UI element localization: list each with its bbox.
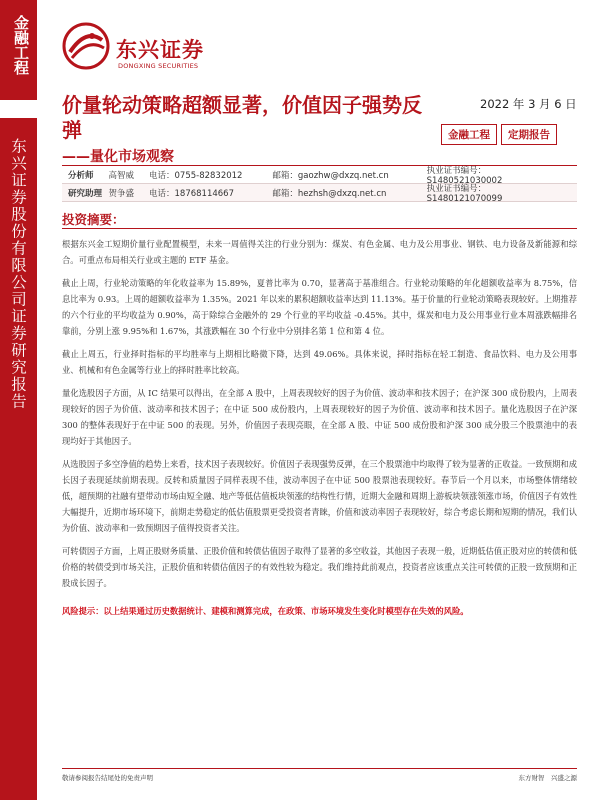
- abstract-body: [62, 236, 577, 626]
- contact-role: 分析师: [68, 170, 94, 181]
- tag-category: 金融工程: [441, 124, 497, 145]
- contact-phone: 电话：18768114667: [149, 188, 234, 199]
- logo-cn: 东兴证券: [116, 38, 204, 62]
- report-date: 2022 年 3 月 6 日: [480, 97, 577, 111]
- footer-disclaimer: 敬请参阅报告结尾处的免责声明: [62, 774, 153, 782]
- risk-warning: 风险提示：以上结果通过历史数据统计、建模和测算完成，在政策、市场环境发生变化时模型存在失效的风险。: [62, 606, 469, 616]
- abstract-heading: 投资摘要：: [62, 212, 125, 227]
- abstract-paragraph: 截止上周五，行业择时指标的平均胜率与上期相比略微下降，达到 49.06%。具体来说，择时指标在轻工制造、食品饮料、电力及公用事业、机械和有色金属等行业上的择时胜率比较高。: [62, 349, 577, 375]
- contact-name: 高智威: [108, 170, 135, 181]
- abstract-paragraph: 量化选股因子方面，从 IC 结果可以得出，在全部 A 股中，上周表现较好的因子为价值、波动率和技术因子；在沪深 300 成份股内，上周表现较好的因子为价值、波动率和技术因子；在中证 500 成份股内，上周表现较好的因子为价值、波动率和技术因子。量化选股因子在沪深 300 的整体表现好于在中证 500 的表现。另外，价值因子表现亮眼，在全部 A 股、中证 500 成份股和沪深 300 成分股三个股票池中的表现均好于其他因子。: [62, 388, 577, 446]
- footer-slogan: 东方财智 兴盛之源: [518, 774, 577, 782]
- sidebar-company: 东兴证券股份有限公司证券研究报告: [9, 138, 27, 410]
- abstract-paragraph: 截止上周，行业轮动策略的年化收益率为 15.89%，夏普比率为 0.70，显著高于基准组合。行业轮动策略的年化超额收益率为 8.75%，信息比率为 0.93。上周的超额收益率为 1.35%。2021 年以来的累积超额收益率达到 11.13%。基于价量的行业轮动策略表现较好。上期推荐的六个行业的平均收益为 0.90%，高于除综合金融外的 29 个行业的平均收益 -0.45%。其中，煤炭和电力及公用事业行业本周涨跌幅排名靠前，分别上涨 9.95%和 1.67%，其涨跌幅在 30 个行业中分别排名第 1 位和第 4 位。: [62, 278, 577, 336]
- sidebar: [0, 0, 37, 800]
- contact-table: [62, 165, 577, 202]
- contact-cert: 执业证书编号：S1480521030002: [426, 165, 503, 186]
- contact-email[interactable]: 邮箱：hezhsh@dxzq.net.cn: [272, 188, 387, 199]
- sidebar-company-band: [0, 118, 37, 800]
- sidebar-category-band: [0, 0, 37, 100]
- contact-email[interactable]: 邮箱：gaozhw@dxzq.net.cn: [272, 170, 389, 181]
- sidebar-category: 金融工程: [12, 15, 30, 75]
- abstract-paragraph: 可转债因子方面，上周正股财务质量、正股价值和转债估值因子取得了显著的多空收益，其他因子表现一般，近期低估值正股对应的转债和低价格的转债受到市场关注，正股价值和转债估值因子的有效性较为稳定。我们维持此前观点，投资者应该重点关注可转债的正股一致预期和正股成长因子。: [62, 546, 577, 588]
- contact-cert: 执业证书编号：S1480121070099: [426, 183, 503, 204]
- report-tags: [441, 124, 557, 145]
- logo-en: DONGXING SECURITIES: [118, 62, 199, 70]
- contact-name: 贺争盛: [108, 188, 135, 199]
- contact-role: 研究助理: [68, 188, 103, 199]
- logo-emblem-icon: [62, 22, 110, 70]
- report-subtitle: ——量化市场观察: [62, 149, 174, 165]
- report-title: 价量轮动策略超额显著，价值因子强势反弹: [62, 93, 422, 142]
- contact-row-assistant: [62, 184, 577, 202]
- company-logo: [62, 22, 242, 72]
- tag-type: 定期报告: [501, 124, 557, 145]
- abstract-paragraph: 根据东兴金工短期价量行业配置模型，未来一周值得关注的行业分别为：煤炭、有色金属、电力及公用事业、钢铁、电力设备及新能源和综合。可重点布局相关行业或主题的 ETF 基金。: [62, 239, 577, 265]
- abstract-paragraph: 从选股因子多空净值的趋势上来看，技术因子表现较好。价值因子表现强势反弹，在三个股票池中均取得了较为显著的正收益。一致预期和成长因子表现延续前期表现。反转和质量因子同样表现不佳，波动率因子在中证 500 股票池表现较好。春节后一个月以来，市场整体情绪较低，超预期的社融有望带动市场由短全融、地产等低估值板块领涨的结构性行情，近期大金融和周期上游板块领涨领涨市场，价值因子有效性大幅提升，近期市场环境下，前期走势稳定的低估值股票更受投资者青睐，价值和波动率因子表现较好，综合考虑长期和短期的情况，我们认为价值、波动率和一致预期因子值得投资者关注。: [62, 459, 577, 533]
- contact-phone: 电话：0755-82832012: [149, 170, 243, 181]
- abstract-divider: [62, 228, 577, 229]
- page-footer: [62, 768, 577, 782]
